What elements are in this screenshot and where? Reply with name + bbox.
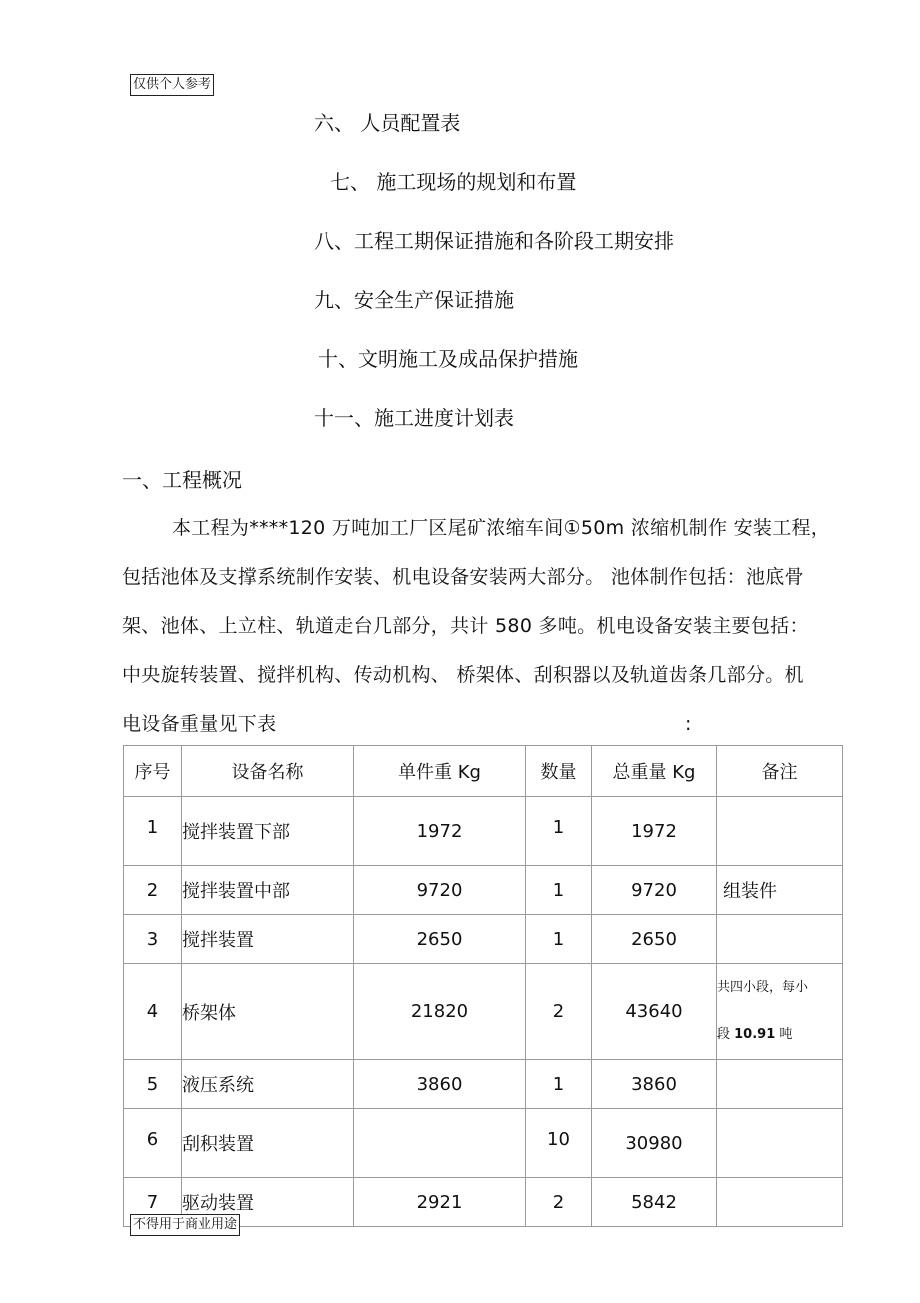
header-total: 总重量 Kg xyxy=(592,746,717,797)
toc-item-6: 六、 人员配置表 xyxy=(314,111,461,135)
cell-name: 刮积装置 xyxy=(182,1109,354,1178)
cell-note xyxy=(717,797,843,866)
cell-qty: 2 xyxy=(526,964,592,1060)
cell-total: 9720 xyxy=(592,866,717,915)
toc-item-11: 十一、施工进度计划表 xyxy=(314,406,514,430)
cell-total: 5842 xyxy=(592,1178,717,1227)
toc-item-7: 七、 施工现场的规划和布置 xyxy=(330,170,577,194)
cell-note xyxy=(717,964,843,1060)
paragraph-colon: : xyxy=(685,713,692,735)
watermark-bottom-label: 不得用于商业用途 xyxy=(130,1214,240,1236)
cell-no: 6 xyxy=(124,1109,182,1178)
paragraph-line-5: 电设备重量见下表 xyxy=(122,713,277,735)
cell-note xyxy=(717,915,843,964)
header-name: 设备名称 xyxy=(182,746,354,797)
cell-total: 3860 xyxy=(592,1060,717,1109)
paragraph-line-2: 包括池体及支撑系统制作安装、机电设备安装两大部分。 池体制作包括：池底骨 xyxy=(122,566,804,588)
cell-note: 组装件 xyxy=(717,866,843,915)
cell-unit-weight: 2921 xyxy=(354,1178,526,1227)
cell-qty: 1 xyxy=(526,1060,592,1109)
header-note: 备注 xyxy=(717,746,843,797)
cell-unit-weight: 21820 xyxy=(354,964,526,1060)
watermark-top-label: 仅供个人参考 xyxy=(130,74,214,96)
section-title: 一、工程概况 xyxy=(122,468,242,492)
cell-name: 液压系统 xyxy=(182,1060,354,1109)
note-value: 10.91 xyxy=(734,1026,776,1042)
cell-no: 1 xyxy=(124,797,182,866)
table-row xyxy=(124,866,843,915)
cell-total: 30980 xyxy=(592,1109,717,1178)
cell-name: 搅拌装置中部 xyxy=(182,866,354,915)
cell-name: 桥架体 xyxy=(182,964,354,1060)
cell-name: 驱动装置 xyxy=(182,1178,354,1227)
paragraph-line-1: 本工程为****120 万吨加工厂区尾矿浓缩车间①50m 浓缩机制作 安装工程， xyxy=(172,517,831,539)
header-unit-weight: 单件重 Kg xyxy=(354,746,526,797)
cell-no: 5 xyxy=(124,1060,182,1109)
note-line-1: 共四小段，每小 xyxy=(717,979,809,995)
cell-unit-weight xyxy=(354,1109,526,1178)
cell-unit-weight: 1972 xyxy=(354,797,526,866)
cell-total: 2650 xyxy=(592,915,717,964)
cell-total: 43640 xyxy=(592,964,717,1060)
header-qty: 数量 xyxy=(526,746,592,797)
cell-qty: 2 xyxy=(526,1178,592,1227)
toc-item-10: 十、文明施工及成品保护措施 xyxy=(318,347,578,371)
cell-note xyxy=(717,1109,843,1178)
header-no: 序号 xyxy=(124,746,182,797)
cell-unit-weight: 2650 xyxy=(354,915,526,964)
cell-unit-weight: 3860 xyxy=(354,1060,526,1109)
note-suffix: 吨 xyxy=(775,1026,793,1042)
table-row xyxy=(124,964,843,1060)
cell-total: 1972 xyxy=(592,797,717,866)
cell-no: 3 xyxy=(124,915,182,964)
cell-qty: 1 xyxy=(526,866,592,915)
toc-item-9: 九、安全生产保证措施 xyxy=(314,288,514,312)
cell-qty: 10 xyxy=(526,1109,592,1178)
cell-name: 搅拌装置 xyxy=(182,915,354,964)
table-row xyxy=(124,1109,843,1178)
cell-qty: 1 xyxy=(526,797,592,866)
table-row xyxy=(124,797,843,866)
cell-note xyxy=(717,1060,843,1109)
cell-note xyxy=(717,1178,843,1227)
cell-no: 4 xyxy=(124,964,182,1060)
cell-unit-weight: 9720 xyxy=(354,866,526,915)
cell-no: 7 xyxy=(124,1178,182,1227)
note-prefix: 段 xyxy=(717,1026,735,1042)
equipment-weight-table xyxy=(123,745,843,1227)
paragraph-line-3: 架、池体、上立柱、轨道走台几部分，共计 580 多吨。机电设备安装主要包括： xyxy=(122,615,809,637)
table-header-row xyxy=(124,746,843,797)
toc-item-8: 八、工程工期保证措施和各阶段工期安排 xyxy=(314,229,674,253)
paragraph-line-4: 中央旋转装置、搅拌机构、传动机构、 桥架体、刮积器以及轨道齿条几部分。机 xyxy=(122,664,804,686)
cell-no: 2 xyxy=(124,866,182,915)
cell-qty: 1 xyxy=(526,915,592,964)
cell-name: 搅拌装置下部 xyxy=(182,797,354,866)
note-line-2 xyxy=(717,1011,842,1059)
table-row xyxy=(124,915,843,964)
table-row xyxy=(124,1060,843,1109)
